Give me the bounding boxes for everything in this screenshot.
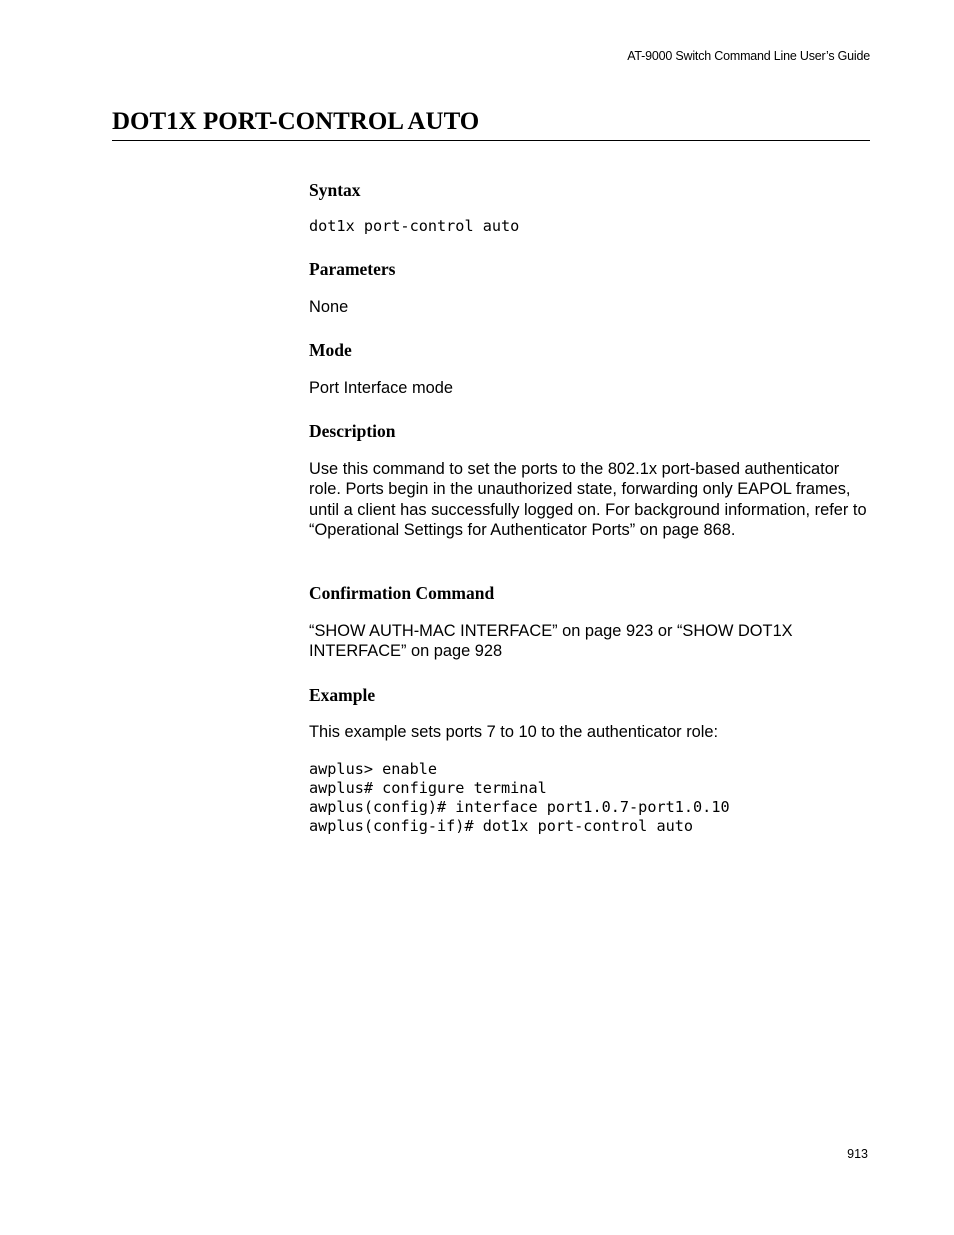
running-header: AT-9000 Switch Command Line User’s Guide: [627, 49, 870, 63]
example-code-line: awplus(config)# interface port1.0.7-port1.0.10: [309, 798, 730, 816]
confirmation-text: “SHOW AUTH-MAC INTERFACE” on page 923 or “SHOW DOT1X INTERFACE” on page 928: [309, 622, 793, 661]
parameters-heading: Parameters: [309, 259, 396, 279]
example-text: This example sets ports 7 to 10 to the authenticator role:: [309, 723, 719, 741]
description-heading: Description: [309, 421, 396, 441]
syntax-heading: Syntax: [309, 180, 361, 200]
confirmation-heading: Confirmation Command: [309, 583, 495, 603]
mode-heading: Mode: [309, 340, 352, 360]
example-heading: Example: [309, 685, 376, 705]
example-code-line: awplus> enable: [309, 760, 438, 778]
description-text: Use this command to set the ports to the 802.1x port-based authenticator role. Ports begin in the unauthorized state, forwarding only EAPOL frames, until a client has successfully logged on. For background information, refer to “Operational Settings for Authenticator Ports” on page 868.: [309, 460, 867, 539]
example-code-line: awplus(config-if)# dot1x port-control auto: [309, 817, 694, 835]
example-code-line: awplus# configure terminal: [309, 779, 547, 797]
syntax-code: dot1x port-control auto: [309, 217, 520, 235]
parameters-text: None: [309, 298, 349, 316]
page-number: 913: [847, 1147, 868, 1161]
page-title: DOT1X PORT-CONTROL AUTO: [112, 108, 480, 135]
mode-text: Port Interface mode: [309, 379, 453, 397]
title-rule: [112, 140, 870, 141]
